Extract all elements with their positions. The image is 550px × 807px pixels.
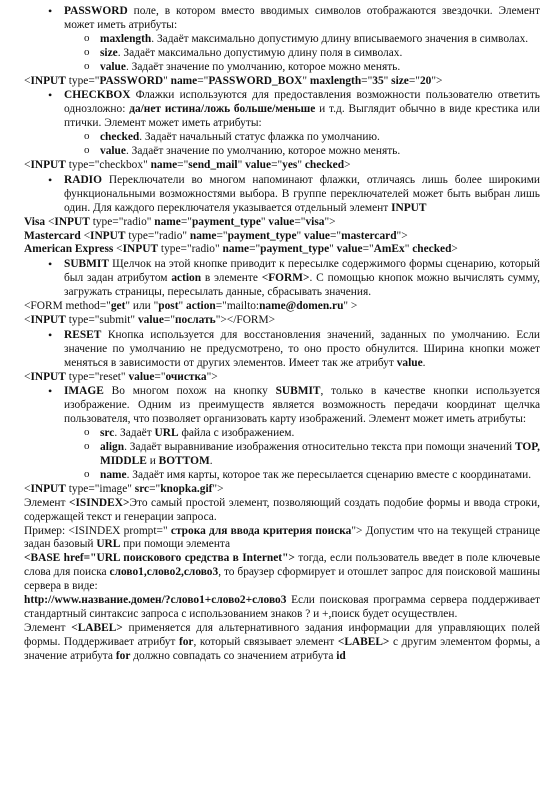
checkbox-code: <INPUT type="checkbox" name="send_mail" value="yes" checked> <box>24 158 351 171</box>
reset-item: • RESET Кнопка используется для восстановления значений, заданных по умолчанию. Если значение по умолчанию не предусмотрено, то оно просто обнулится. Ширина кнопки может меняться в зависимости от других элементов. Имеет так же атрибут value. <box>24 329 540 371</box>
radio-code-visa: Visa <INPUT type="radio" name="payment_type" value="visa"> <box>24 215 336 228</box>
submit-code: <INPUT type="submit" value="послать"></FORM> <box>24 313 276 326</box>
label-paragraph: Элемент <LABEL> применяется для альтернативного задания информации для управляющих полей формы. Поддерживает атрибут for, который связывает элемент <LABEL> с другим элементом формы, а значение атрибута for должно совпадать со значением атрибута id <box>24 621 541 662</box>
maxlength-attr: o maxlength. Задаёт максимально допустимую длину вписываемого значения в символах. <box>24 33 540 47</box>
reset-code: <INPUT type="reset" value="очистка"> <box>24 370 218 383</box>
value-attr: o value. Задаёт значение по умолчанию, которое можно менять. <box>24 61 540 75</box>
checkbox-value-attr: o value. Задаёт значение по умолчанию, которое можно менять. <box>24 145 540 159</box>
password-item: • PASSWORD поле, в котором вместо вводимых символов отображаются звездочки. Элемент может иметь атрибуты: <box>24 5 540 33</box>
size-attr: o size. Задаёт максимально допустимую длину поля в символах. <box>24 47 540 61</box>
submit-item: • SUBMIT Щелчок на этой кнопке приводит к пересылке содержимого формы сценарию, который был задан атрибутом action в элементе <FORM>. С помощью кнопок можно вычислять сумму, загружать страницы, пересылать данные, сбрасывать значения. <box>24 258 540 300</box>
name-attr: o name. Задаёт имя карты, которое так же пересылается сценарию вместе с координатами. <box>24 469 540 483</box>
align-attr: o align. Задаёт выравнивание изображения относительно текста при помощи значений TOP, MIDDLE и BOTTOM. <box>24 441 540 469</box>
password-code: <INPUT type="PASSWORD" name="PASSWORD_BOX" maxlength="35" size="20"> <box>24 74 443 87</box>
radio-item: • RADIO Переключатели во многом напоминают флажки, отличаясь лишь более широкими функциональными возможностями выбора. В группе переключателей может быть выбран лишь один. Для каждого переключателя указывается отдельный элемент INPUT <box>24 174 540 216</box>
isindex-paragraph: Элемент <ISINDEX>Это самый простой элемент, позволяющий создать подобие формы и ввода строки, содержащей текст и генерации запроса. <box>24 496 541 523</box>
image-item: • IMAGE Во многом похож на кнопку SUBMIT, только в качестве кнопки используется изображение. Одним из преимуществ является возможность передачи координат щелчка пользователя, что позволяет организовать карту изображений. Элемент может иметь атрибуты: <box>24 385 540 427</box>
base-href-paragraph: <BASE href="URL поискового средства в Internet"> тогда, если пользователь введет в поле ключевые слова для поиска слово1,слово2,слово3, то браузер сформирует и отошлет запрос для поисковой машины сервера в виде: <box>24 552 540 593</box>
radio-code-mastercard: Mastercard <INPUT type="radio" name="payment_type" value="mastercard"> <box>24 229 408 242</box>
radio-code-amex: American Express <INPUT type="radio" name="payment_type" value="AmEx" checked> <box>24 243 458 256</box>
form-code: <FORM method="get" или "post" action="mailto:name@domen.ru" > <box>24 300 358 313</box>
search-url-paragraph: http://www.название.домен/?слово1+слово2+слово3 Если поисковая программа сервера поддерживает стандартный синтаксис запроса с использованием знаков ? и +,поиск будет осуществлен. <box>24 594 540 620</box>
image-code: <INPUT type="image" src="knopka.gif"> <box>24 482 224 495</box>
checkbox-item: • CHECKBOX Флажки используются для предоставления возможности пользователю ответить однозложно: да/нет истина/ложь больше/меньше и т.д. Выглядит обычно в виде крестика или птички. Элемент может иметь атрибуты: <box>24 89 540 131</box>
checked-attr: o checked. Задаёт начальный статус флажка по умолчанию. <box>24 131 540 145</box>
isindex-example: Пример: <ISINDEX prompt=" строка для ввода критерия поиска"> Допустим что на текущей странице задан базовый URL при помощи элемента <box>24 524 541 551</box>
src-attr: o src. Задаёт URL файла с изображением. <box>24 427 540 441</box>
